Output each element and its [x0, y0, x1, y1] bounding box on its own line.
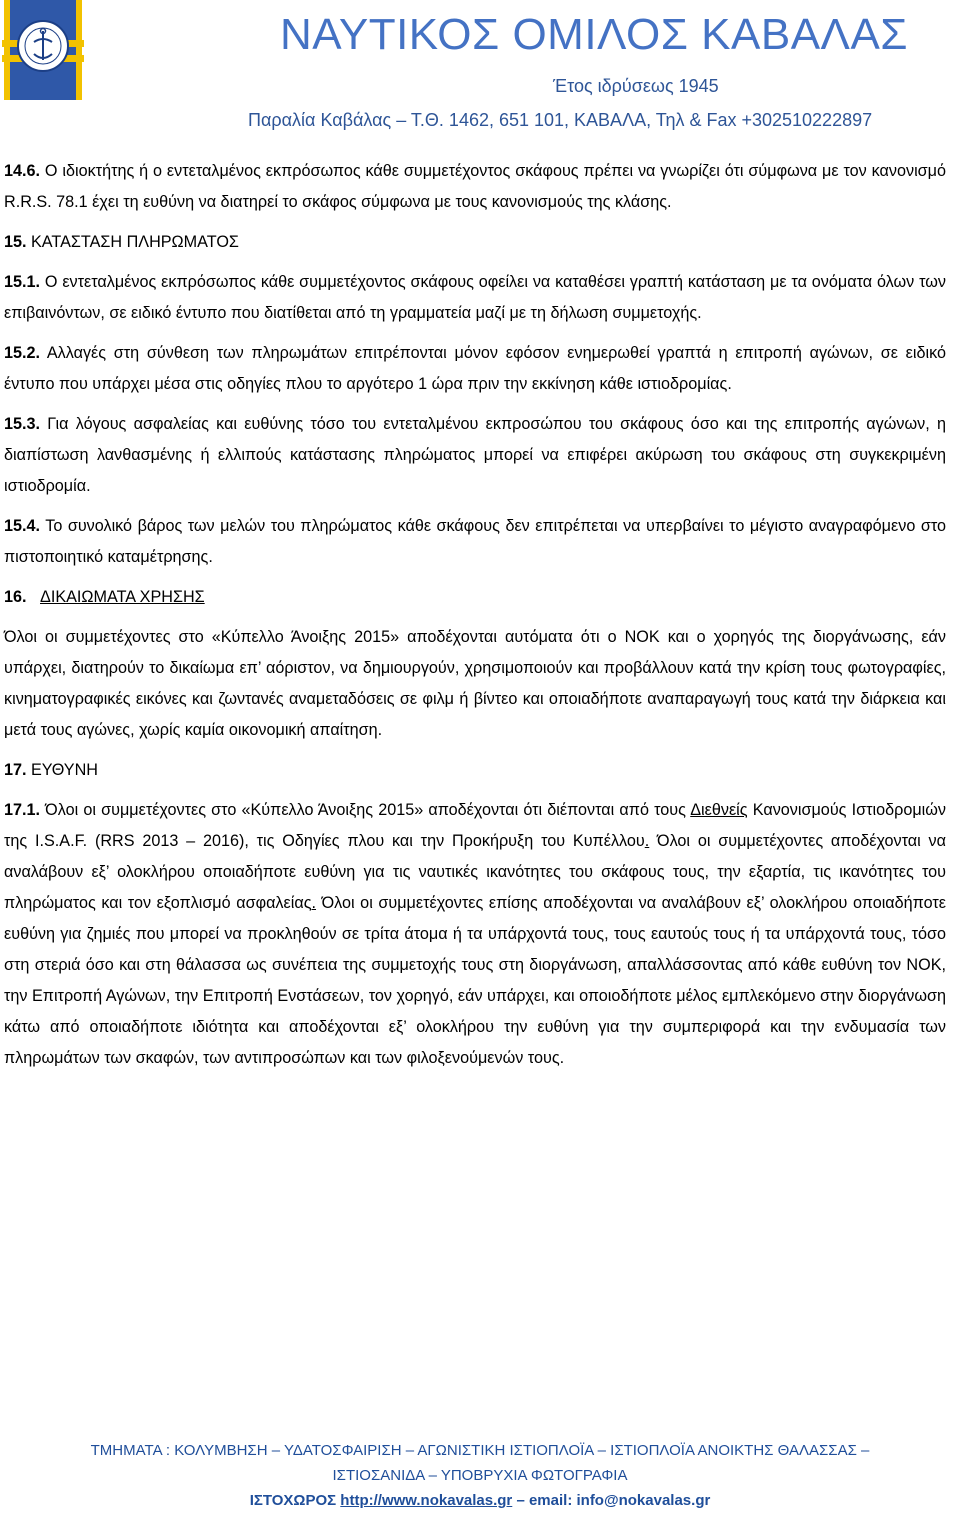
section-number: 16.: [4, 588, 27, 606]
section-number: 15.2.: [4, 344, 41, 362]
footer-departments-line1: ΤΜΗΜΑΤΑ : ΚΟΛΥΜΒΗΣΗ – ΥΔΑΤΟΣΦΑΙΡΙΣΗ – ΑΓΩΝΙΣΤΙΚΗ ΙΣΤΙΟΠΛΟΪΑ – ΙΣΤΙΟΠΛΟΪΑ ΑΝΟΙΚΤΗΣ ΘΑΛΑΣΣΑΣ –: [90, 1442, 870, 1459]
founded-year: Έτος ιδρύσεως 1945: [553, 76, 719, 96]
footer-email-label: – email:: [512, 1492, 577, 1509]
section-number: 17.: [4, 761, 27, 779]
club-emblem-icon: [2, 0, 84, 100]
section-number: 15.1.: [4, 273, 41, 291]
section-text: Το συνολικό βάρος των μελών του πληρώματος κάθε σκάφους δεν επιτρέπεται να υπερβαίνει το μέγιστο αναγραφόμενο στο πιστοποιητικό καταμέτρησης.: [4, 517, 946, 566]
section-14-6: [4, 156, 946, 218]
section-text-part: Όλοι οι συμμετέχοντες αποδέχονται να αναλάβουν εξ’ ολοκλήρου οποιαδήποτε ευθύνη για τις ναυτικές ικανότητες του σκάφους τους, την εξαρτία, τις ικανότητες του πληρώματος και τον εξοπλισμό ασφαλείας: [4, 832, 946, 912]
section-text: Ο εντεταλμένος εκπρόσωπος κάθε συμμετέχοντος σκάφους οφείλει να καταθέσει γραπτή κατάσταση με τα ονόματα όλων των επιβαινόντων, σε ειδικό έντυπο που διατίθεται από τη γραμματεία μαζί με τη δήλωση συμμετοχής.: [4, 273, 946, 322]
section-title: ΔΙΚΑΙΩΜΑΤΑ ΧΡΗΣΗΣ: [40, 588, 205, 606]
section-number: 15.4.: [4, 517, 41, 535]
section-15-4: [4, 511, 946, 573]
section-text: Ο ιδιοκτήτης ή ο εντεταλμένος εκπρόσωπος κάθε συμμετέχοντος σκάφους πρέπει να γνωρίζει ότι σύμφωνα με τον κανονισμό R.R.S. 78.1 έχει τη ευθύνη να διατηρεί το σκάφος σύμφωνα με τους κανονισμούς της κλάσης.: [4, 162, 946, 211]
section-17-1: [4, 795, 946, 1074]
section-text-part: Κανονισμούς Ιστιοδρομιών της I.S.A.F. (RRS 2013 – 2016), τις Οδηγίες πλου και την Προκήρυξη του Κυπέλλου: [4, 801, 946, 850]
section-15-3: [4, 409, 946, 502]
section-15-2: [4, 338, 946, 400]
footer-site-label: ΙΣΤΟΧΩΡΟΣ: [249, 1492, 341, 1509]
section-title: ΕΥΘΥΝΗ: [26, 761, 98, 779]
document-body: [4, 156, 946, 1074]
footer-contact: [0, 1488, 960, 1513]
club-name: ΝΑΥΤΙΚΟΣ ΟΜΙΛΟΣ ΚΑΒΑΛΑΣ: [280, 10, 908, 59]
section-16-text: Όλοι οι συμμετέχοντες στο «Κύπελλο Άνοιξης 2015» αποδέχονται αυτόματα ότι ο ΝΟΚ και ο χορηγός της διοργάνωσης, εάν υπάρχει, διατηρούν το δικαίωμα επ’ αόριστον, να δημιουργούν, χρησιμοποιούν και προβάλλουν κατά την κρίση τους φωτογραφίες, κινηματογραφικές εικόνες και ζωντανές αναμεταδόσεις σε φιλμ ή βίντεο και οποιαδήποτε αναπαραγωγή τους κατά την διάρκεια και μετά τους αγώνες, χωρίς καμία οικονομική απαίτηση.: [4, 628, 946, 739]
footer-departments-line2: ΙΣΤΙΟΣΑΝΙΔΑ – ΥΠΟΒΡΥΧΙΑ ΦΩΤΟΓΡΑΦΙΑ: [332, 1467, 628, 1484]
section-15-heading: [4, 227, 946, 258]
section-number: 14.6.: [4, 162, 41, 180]
email-link[interactable]: info@nokavalas.gr: [576, 1492, 711, 1509]
section-17-heading: [4, 755, 946, 786]
section-text-dot: .: [311, 894, 317, 912]
section-number: 15.: [4, 233, 27, 251]
section-15-1: [4, 267, 946, 329]
section-text-part: Όλοι οι συμμετέχοντες επίσης αποδέχονται να αναλάβουν εξ’ ολοκλήρου οποιαδήποτε ευθύνη για ζημιές που μπορεί να προκληθούν σε τρίτα άτομα ή τα υπάρχοντά τους, τους εαυτούς τους ή τα υπάρχοντά τους, τόσο στη στεριά όσο και στη θάλασσα ως συνέπεια της συμμετοχής τους στη διοργάνωση, απαλλάσσοντας από κάθε ευθύνη τον ΝΟΚ, την Επιτροπή Αγώνων, την Επιτροπή Ενστάσεων, τον χορηγό, εάν υπάρχει, και οποιοδήποτε μέλος εμπλεκόμενο στην διοργάνωση κάτω από οποιαδήποτε ιδιότητα και αποδέχονται εξ’ ολοκλήρου την ευθύνη για την συμπεριφορά και την ενδυμασία των πληρωμάτων των σκαφών, των αντιπροσώπων και των φιλοξενούμενών τους.: [4, 894, 947, 1067]
section-text-underlined: Διεθνείς: [690, 801, 748, 819]
section-text: Για λόγους ασφαλείας και ευθύνης τόσο του εντεταλμένου εκπροσώπου του σκάφους όσο και της επιτροπής αγώνων, η διαπίστωση λανθασμένης ή ελλιπούς κατάστασης πληρώματος μπορεί να επιφέρει ακύρωση του σκάφους στη συγκεκριμένη ιστιοδρομία.: [4, 415, 946, 495]
letterhead: [0, 0, 960, 140]
website-link[interactable]: http://www.nokavalas.gr: [340, 1492, 513, 1509]
section-number: 15.3.: [4, 415, 41, 433]
section-number: 17.1.: [4, 801, 41, 819]
footer: [0, 1438, 960, 1513]
section-text-dot: .: [644, 832, 650, 850]
club-address: Παραλία Καβάλας – Τ.Θ. 1462, 651 101, ΚΑΒΑΛΑ, Τηλ & Fax +302510222897: [248, 110, 873, 130]
section-title: ΚΑΤΑΣΤΑΣΗ ΠΛΗΡΩΜΑΤΟΣ: [26, 233, 239, 251]
section-text-part: Όλοι οι συμμετέχοντες στο «Κύπελλο Άνοιξης 2015» αποδέχονται ότι διέπονται από τους: [40, 801, 691, 819]
section-16-heading: [4, 582, 946, 613]
section-text: Αλλαγές στη σύνθεση των πληρωμάτων επιτρέπονται μόνον εφόσον ενημερωθεί γραπτά η επιτροπή αγώνων, σε ειδικό έντυπο που υπάρχει μέσα στις οδηγίες πλου το αργότερο 1 ώρα πριν την εκκίνηση κάθε ιστιοδρομίας.: [4, 344, 946, 393]
